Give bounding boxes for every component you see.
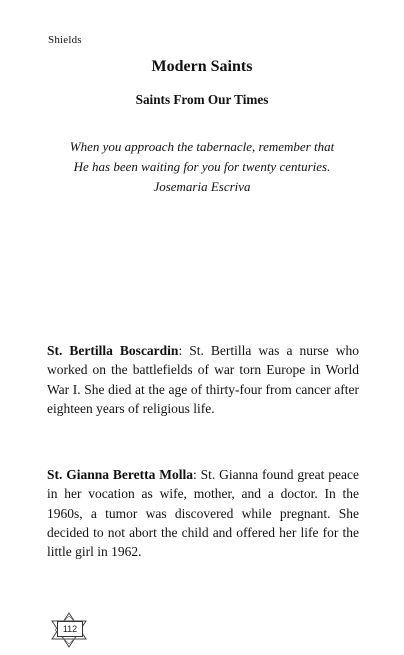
page-number: 112 bbox=[57, 621, 83, 637]
epigraph bbox=[40, 137, 364, 197]
saint-name: St. Gianna Beretta Molla bbox=[47, 467, 194, 482]
epigraph-line-2: He has been waiting for you for twenty centuries. bbox=[73, 159, 331, 174]
chapter-title: Modern Saints bbox=[151, 58, 253, 75]
saint-entry bbox=[47, 465, 359, 561]
chapter-subtitle: Saints From Our Times bbox=[135, 92, 269, 107]
saint-name: St. Bertilla Boscardin bbox=[47, 343, 179, 358]
page-number-badge bbox=[49, 612, 89, 648]
running-head: Shields bbox=[48, 34, 82, 46]
saint-description: : St. Gianna found great peace in her vocation as wife, mother, and a doctor. In the 1960s, a tumor was discovered while pregnant. She decided to not abort the child and offered her life for the little girl in 1962. bbox=[47, 467, 359, 560]
saint-entry bbox=[47, 341, 359, 418]
epigraph-attribution: Josemaria Escriva bbox=[153, 179, 251, 194]
epigraph-line-1: When you approach the tabernacle, remember that bbox=[69, 139, 335, 154]
saint-description: : St. Bertilla was a nurse who worked on the battlefields of war torn Europe in World War I. She died at the age of thirty-four from cancer after eighteen years of religious life. bbox=[47, 343, 360, 416]
